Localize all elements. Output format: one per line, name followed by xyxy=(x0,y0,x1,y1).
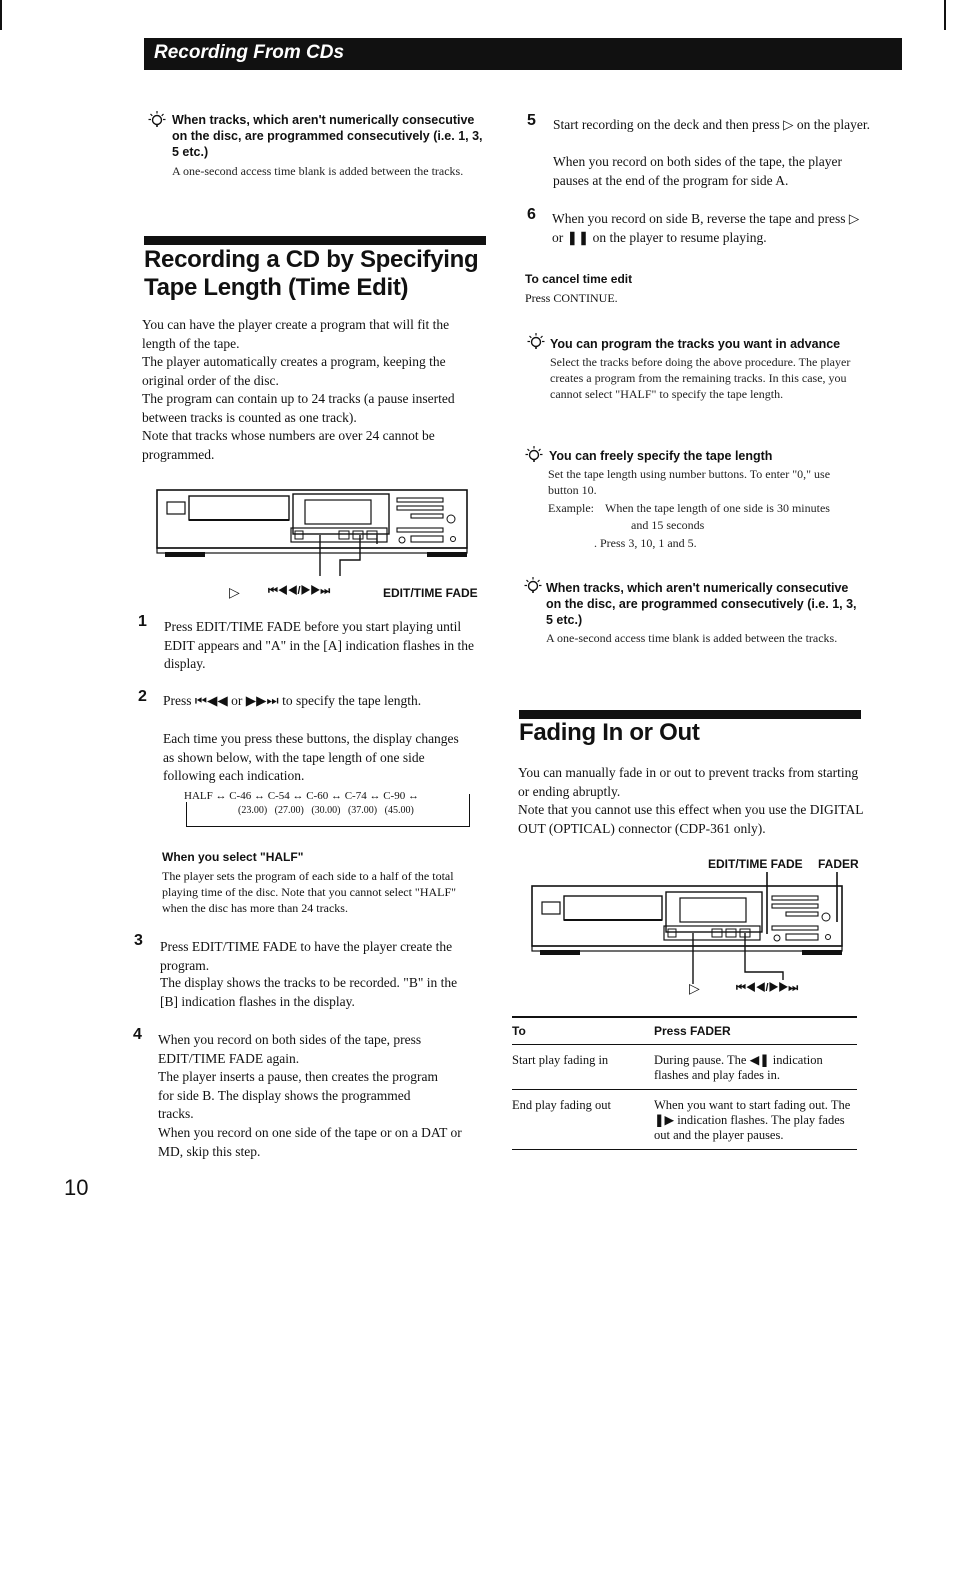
tip-heading: You can freely specify the tape length xyxy=(549,449,773,463)
table-cell: When you want to start fading out. The ❚▶ indication flashes. The play fades out and the player pauses. xyxy=(654,1090,857,1150)
cycle-times: (23.00) (27.00) (30.00) (37.00) (45.00) xyxy=(238,805,414,816)
section-title: Fading In or Out xyxy=(519,719,700,746)
intro-paragraph: Note that you cannot use this effect when you use the DIGITAL OUT (OPTICAL) connector (CDP-361 only). xyxy=(518,802,863,836)
table-cell: During pause. The ◀❚ indication flashes and play fades in. xyxy=(654,1045,857,1090)
section-title-line-1: Recording a CD by Specifying xyxy=(144,246,479,273)
play-label: ▷ xyxy=(229,584,240,600)
fader-label: FADER xyxy=(818,857,859,871)
table-row xyxy=(512,1045,857,1090)
edit-time-fade-label: EDIT/TIME FADE xyxy=(383,586,478,600)
intro-paragraph: The program can contain up to 24 tracks (a pause inserted between tracks is counted as one track). xyxy=(142,391,455,425)
play-label: ▷ xyxy=(689,980,700,996)
half-body: The player sets the program of each side to a half of the total playing time of the disc. Note that you cannot select "HALF" when the disc has more than 24 tracks. xyxy=(162,869,457,915)
tape-length-cycle xyxy=(168,790,468,826)
example-line: . Press 3, 10, 1 and 5. xyxy=(594,536,697,550)
example-line: and 15 seconds xyxy=(631,518,705,532)
tip-heading: When tracks, which aren't numerically consecutive on the disc, are programmed consecutively (i.e. 1, 3, 5 etc.) xyxy=(172,113,483,159)
hint-bulb-icon xyxy=(524,576,542,594)
table-header-row xyxy=(512,1018,857,1045)
section-intro xyxy=(518,764,863,838)
tip-body: Select the tracks before doing the above procedure. The player creates a program from the remaining tracks. In this case, you cannot select "HALF" to specify the tape length. xyxy=(550,355,851,401)
step-text: When you record on both sides of the tape, press EDIT/TIME FADE again. xyxy=(158,1032,422,1066)
step-extra: When you record on both sides of the tape, the player pauses at the end of the program for side A. xyxy=(553,154,843,188)
tip-heading: When tracks, which aren't numerically consecutive on the disc, are programmed consecutively (i.e. 1, 3, 5 etc.) xyxy=(546,581,857,627)
step-number: 2 xyxy=(138,688,147,705)
table-row xyxy=(512,1090,857,1150)
tip-body: Set the tape length using number buttons. To enter "0," use button 10. xyxy=(548,467,831,497)
section-intro xyxy=(142,316,482,464)
header-bar xyxy=(144,38,902,70)
cancel-body: Press CONTINUE. xyxy=(525,291,618,305)
step-number: 6 xyxy=(527,206,536,223)
table-header-cell: To xyxy=(512,1018,654,1045)
step-number: 1 xyxy=(138,613,147,630)
tip-heading: You can program the tracks you want in advance xyxy=(550,337,841,351)
cd-player-diagram xyxy=(155,486,475,576)
edit-time-fade-label: EDIT/TIME FADE xyxy=(708,857,803,871)
skip-label: ⏮◀◀/▶▶⏭ xyxy=(736,982,799,994)
page-number: 10 xyxy=(64,1175,89,1200)
intro-paragraph: The player automatically creates a program, keeping the original order of the disc. xyxy=(142,354,446,388)
example-label: Example: xyxy=(548,501,594,515)
step-extra: The player inserts a pause, then creates the program for side B. The display shows the programmed tracks. xyxy=(158,1069,439,1121)
step-extra: The display shows the tracks to be recorded. "B" in the [B] indication flashes in the display. xyxy=(160,975,458,1009)
cancel-heading: To cancel time edit xyxy=(525,272,633,286)
step-text: Start recording on the deck and then press ▷ on the player. xyxy=(553,117,871,132)
cycle-items: HALF ↔ C-46 ↔ C-54 ↔ C-60 ↔ C-74 ↔ C-90 ↔ xyxy=(168,790,421,802)
section-title xyxy=(144,246,504,302)
step-text: When you record on side B, reverse the tape and press ▷ or ❚❚ on the player to resume playing. xyxy=(552,211,860,245)
fader-table xyxy=(512,1018,857,1150)
step-text: Press ⏮◀◀ or ▶▶⏭ to specify the tape length. xyxy=(163,693,422,708)
page-edge-mark-right xyxy=(944,0,946,30)
step-extra: When you record on one side of the tape or on a DAT or MD, skip this step. xyxy=(158,1125,462,1159)
table-cell: Start play fading in xyxy=(512,1045,654,1090)
section-rule xyxy=(144,236,486,245)
skip-label: ⏮◀◀/▶▶⏭ xyxy=(268,585,331,597)
page-edge-mark-left xyxy=(0,0,2,30)
half-heading: When you select "HALF" xyxy=(162,850,304,864)
intro-paragraph: You can have the player create a program that will fit the length of the tape. xyxy=(142,317,450,351)
step-number: 4 xyxy=(133,1026,142,1043)
step-number: 5 xyxy=(527,112,536,129)
cd-player-diagram xyxy=(530,872,850,984)
table-header-cell: Press FADER xyxy=(654,1018,857,1045)
step-number: 3 xyxy=(134,932,143,949)
intro-paragraph: Note that tracks whose numbers are over 24 cannot be programmed. xyxy=(142,428,435,462)
header-title: Recording From CDs xyxy=(154,42,345,63)
intro-paragraph: You can manually fade in or out to prevent tracks from starting or ending abruptly. xyxy=(518,765,859,799)
section-title-line-2: Tape Length (Time Edit) xyxy=(144,274,409,301)
tip-body: A one-second access time blank is added between the tracks. xyxy=(546,631,838,645)
tip-body: A one-second access time blank is added between the tracks. xyxy=(172,164,464,178)
section-rule xyxy=(519,710,861,719)
step-text: Press EDIT/TIME FADE before you start playing until EDIT appears and "A" in the [A] indication flashes in the display. xyxy=(164,619,474,671)
step-extra: Each time you press these buttons, the display changes as shown below, with the tape length of one side following each indication. xyxy=(163,731,459,783)
table-cell: End play fading out xyxy=(512,1090,654,1150)
step-text: Press EDIT/TIME FADE to have the player create the program. xyxy=(160,939,453,973)
hint-bulb-icon xyxy=(525,445,543,463)
hint-bulb-icon xyxy=(148,110,166,128)
hint-bulb-icon xyxy=(527,332,545,350)
example-line: When the tape length of one side is 30 minutes xyxy=(605,501,830,515)
